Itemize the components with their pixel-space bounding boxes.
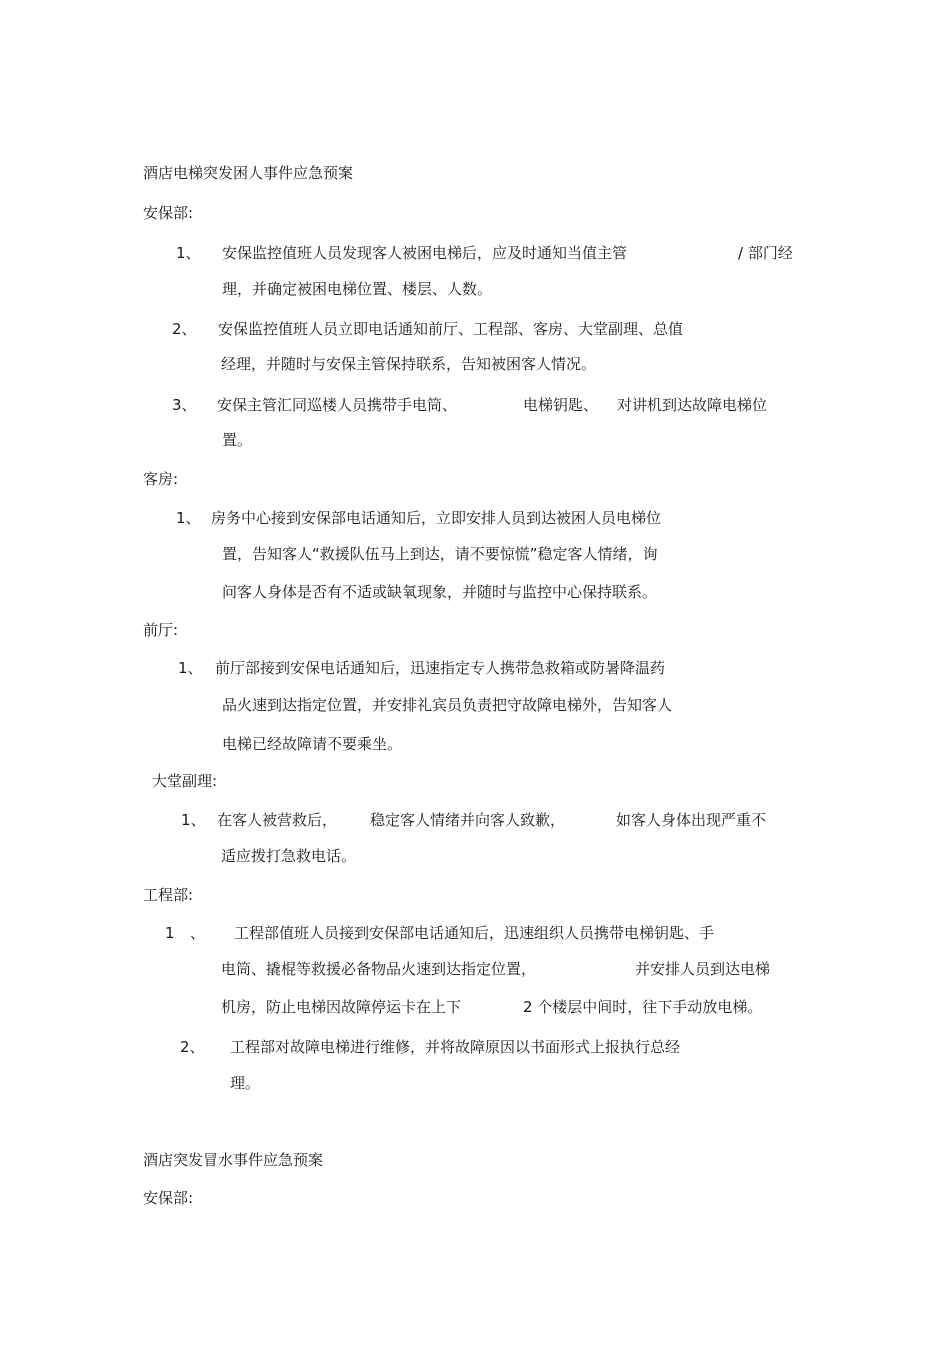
section-title: 酒店突发冒水事件应急预案 [143, 1151, 324, 1169]
item-text-line: 品火速到达指定位置，并安排礼宾员负责把守故障电梯外，告知客人 [222, 696, 673, 714]
department-heading: 前厅: [143, 621, 179, 639]
item-text-line: 前厅部接到安保电话通知后，迅速指定专人携带急救箱或防暑降温药 [215, 659, 666, 677]
item-text-line: 置，告知客人“救援队伍马上到达，请不要惊慌”稳定客人情绪，询 [222, 545, 658, 563]
item-number: 1 [165, 924, 175, 942]
item-text-line: 机房，防止电梯因故障停运卡在上下 [221, 998, 462, 1016]
department-heading: 工程部: [143, 886, 194, 904]
item-text-line: 适应拨打急救电话。 [221, 847, 357, 865]
item-number: 1、 [176, 244, 201, 262]
item-text-line: 对讲机到达故障电梯位 [617, 396, 768, 414]
item-text-line: 并安排人员到达电梯 [635, 960, 771, 978]
item-text-line: 如客人身体出现严重不 [616, 811, 767, 829]
item-text-line: 2 个楼层中间时，往下手动放电梯。 [523, 998, 763, 1016]
item-text-line: 在客人被营救后， [217, 811, 338, 829]
item-number: 2、 [180, 1038, 205, 1056]
item-text-line: 工程部值班人员接到安保部电话通知后，迅速组织人员携带电梯钥匙、手 [234, 924, 715, 942]
item-text-line: 稳定客人情绪并向客人致歉， [370, 811, 566, 829]
department-heading: 安保部: [143, 204, 194, 222]
item-number-suffix: 、 [190, 924, 206, 942]
item-text-line: 电筒、撬棍等救援必备物品火速到达指定位置， [221, 960, 537, 978]
item-number: 1、 [176, 509, 201, 527]
item-text-line: 安保监控值班人员立即电话通知前厅、工程部、客房、大堂副理、总值 [218, 320, 684, 338]
item-text-line: 安保主管汇同巡楼人员携带手电筒、 [217, 396, 458, 414]
item-text-line: 理。 [230, 1074, 261, 1092]
item-text-line: 电梯已经故障请不要乘坐。 [222, 735, 403, 753]
item-text-line: 经理，并随时与安保主管保持联系，告知被困客人情况。 [221, 355, 597, 373]
item-text-line: 房务中心接到安保部电话通知后，立即安排人员到达被困人员电梯位 [211, 509, 662, 527]
item-number: 1、 [178, 659, 203, 677]
item-text-line: 工程部对故障电梯进行维修，并将故障原因以书面形式上报执行总经 [230, 1038, 681, 1056]
item-text-line: 理，并确定被困电梯位置、楼层、人数。 [222, 280, 493, 298]
item-text-line: 安保监控值班人员发现客人被困电梯后，应及时通知当值主管 [222, 244, 628, 262]
item-text-line: 问客人身体是否有不适或缺氧现象，并随时与监控中心保持联系。 [222, 583, 658, 601]
department-heading: 安保部: [143, 1189, 194, 1207]
item-number: 1、 [181, 811, 206, 829]
item-text-line: / 部门经 [738, 244, 793, 262]
item-number: 3、 [172, 396, 197, 414]
item-text-line: 置。 [222, 431, 253, 449]
department-heading: 大堂副理: [152, 772, 218, 790]
item-number: 2、 [172, 320, 197, 338]
item-text-line: 电梯钥匙、 [523, 396, 599, 414]
department-heading: 客房: [143, 470, 179, 488]
section-title: 酒店电梯突发困人事件应急预案 [143, 164, 354, 182]
